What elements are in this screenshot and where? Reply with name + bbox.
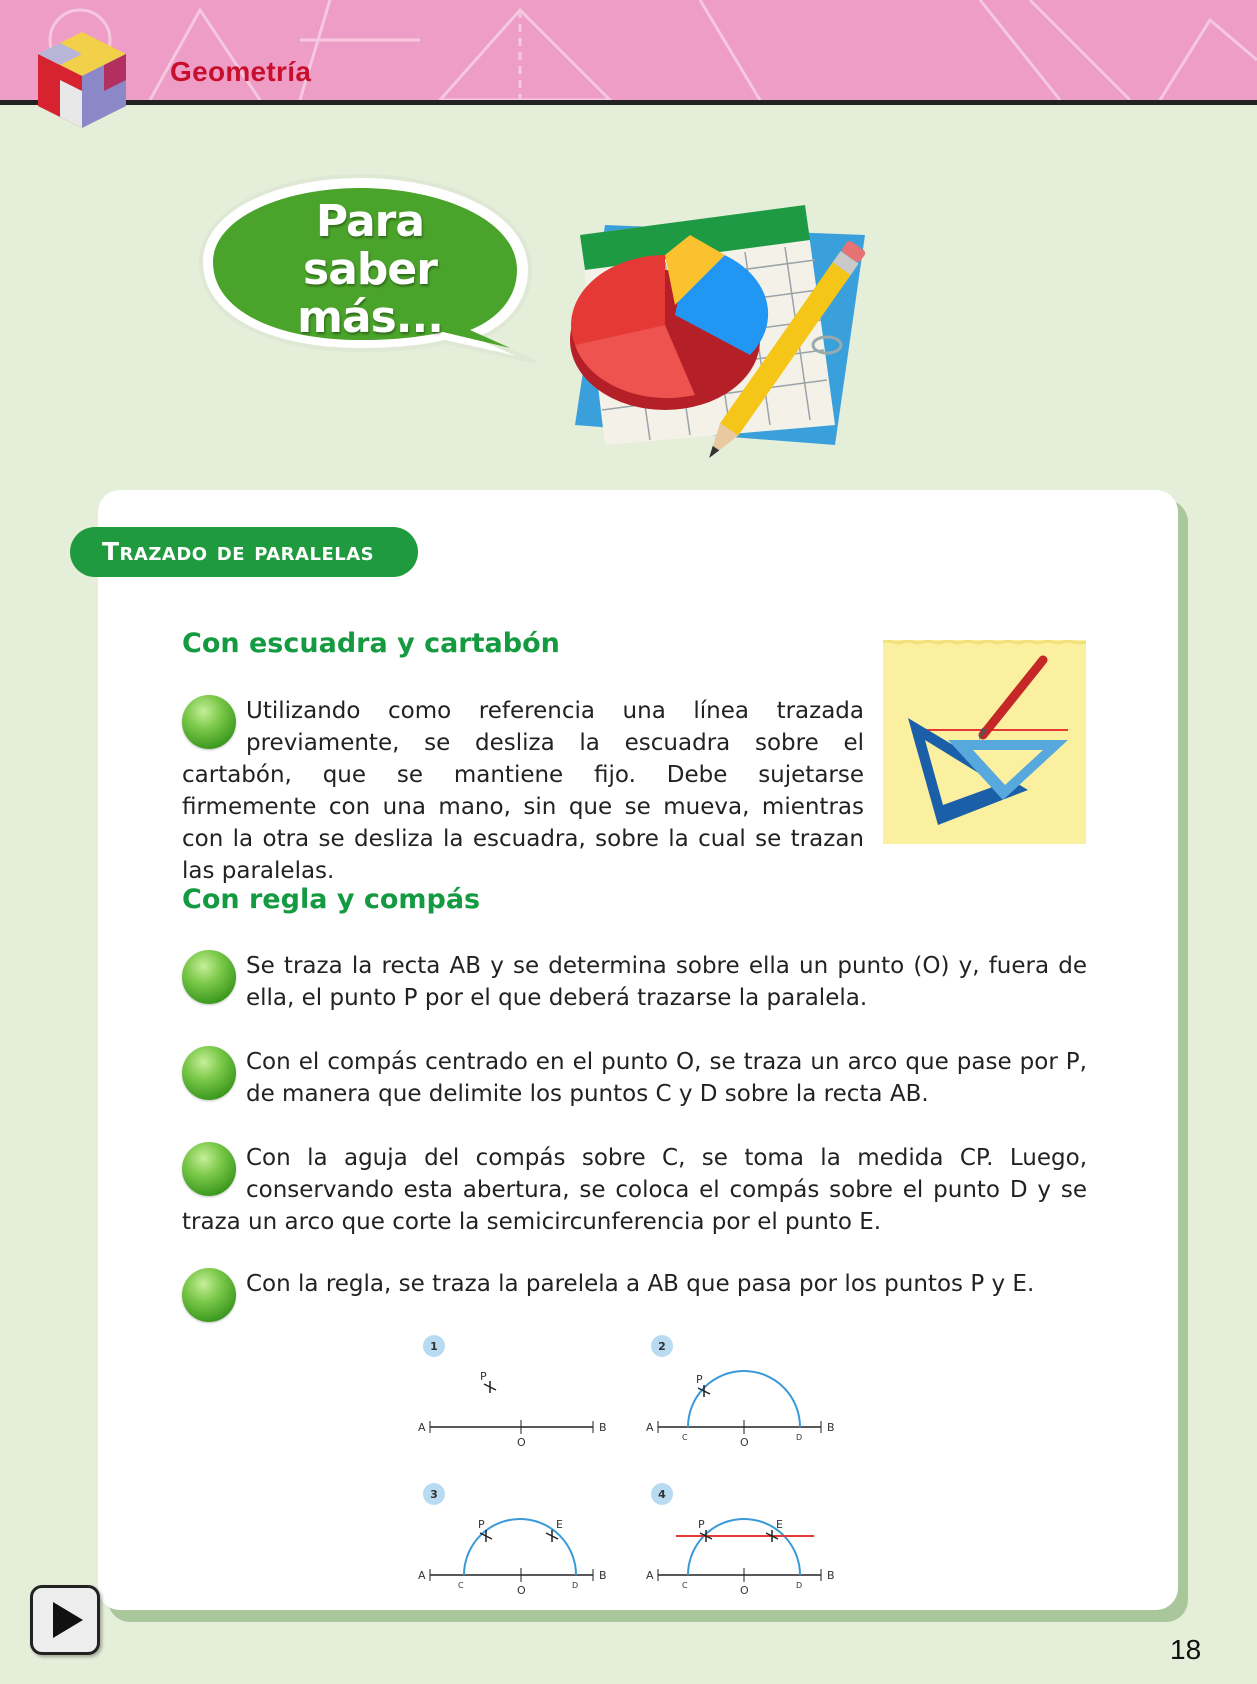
subsection-title-escuadra: Con escuadra y cartabón (182, 628, 560, 659)
play-icon (33, 1588, 97, 1652)
label-O: O (517, 1436, 526, 1449)
label-O: O (740, 1436, 749, 1449)
header-divider (0, 100, 1257, 105)
paragraph-text: Con la aguja del compás sobre C, se toma la medida CP. Luego, conservando esta abertura, se coloca el compás sobre el punto D y se traza un arco que corte la semicircunferencia por el punto E. (182, 1145, 1087, 1235)
label-A: A (646, 1421, 654, 1434)
set-square-illustration (883, 640, 1086, 844)
paragraph-escuadra (182, 695, 864, 887)
bullet-icon (182, 1046, 236, 1100)
bullet-icon (182, 950, 236, 1004)
label-P: P (478, 1518, 485, 1531)
bullet-icon (182, 1142, 236, 1196)
diagram-step-4 (646, 1483, 835, 1597)
bullet-icon (182, 1268, 236, 1322)
label-P: P (696, 1373, 703, 1386)
cube-logo-icon (30, 28, 134, 132)
label-B: B (599, 1569, 607, 1582)
play-button[interactable] (30, 1585, 100, 1655)
label-P: P (698, 1518, 705, 1531)
paragraph-text: Con la regla, se traza la parelela a AB que pasa por los puntos P y E. (246, 1271, 1035, 1297)
speech-bubble-text (225, 198, 515, 342)
pie-chart-pencil-illustration (565, 195, 875, 475)
paragraph-text: Con el compás centrado en el punto O, se traza un arco que pase por P, de manera que delimite los puntos C y D sobre la recta AB. (246, 1049, 1087, 1107)
page-number: 18 (1170, 1634, 1202, 1665)
step-number: 2 (658, 1340, 666, 1353)
label-A: A (646, 1569, 654, 1582)
label-A: A (418, 1421, 426, 1434)
label-B: B (827, 1421, 835, 1434)
label-D: D (796, 1581, 803, 1590)
label-C: C (458, 1581, 464, 1590)
label-D: D (572, 1581, 579, 1590)
page-header (0, 0, 1257, 102)
paragraph-text: Se traza la recta AB y se determina sobre ella un punto (O) y, fuera de ella, el punto P por el que deberá trazarse la paralela. (246, 953, 1087, 1011)
step-number: 1 (430, 1340, 438, 1353)
header-title: Geometría (170, 56, 312, 87)
bubble-line-1: Para (315, 196, 425, 247)
paragraph-text: Utilizando como referencia una línea trazada previamente, se desliza la escuadra sobre el cartabón, que se mantiene fijo. Debe sujetarse firmemente con una mano, sin que se mueva, mientras con la otra se desliza la escuadra, sobre la cual se trazan las paralelas. (182, 698, 864, 884)
bubble-line-2: saber más... (297, 244, 443, 343)
step-number: 4 (658, 1488, 666, 1501)
label-O: O (740, 1584, 749, 1597)
step-number: 3 (430, 1488, 438, 1501)
label-B: B (599, 1421, 607, 1434)
paragraph-regla-2 (182, 1046, 1087, 1110)
diagram-step-2 (646, 1335, 835, 1449)
label-E: E (556, 1518, 563, 1531)
label-P: P (480, 1370, 487, 1383)
label-E: E (776, 1518, 783, 1531)
diagram-step-3 (418, 1483, 607, 1597)
section-title: Trazado de paralelas (70, 527, 418, 577)
label-C: C (682, 1433, 688, 1442)
diagram-step-1 (418, 1335, 607, 1449)
paragraph-regla-3 (182, 1142, 1087, 1238)
paragraph-regla-4 (182, 1268, 1087, 1322)
label-D: D (796, 1433, 803, 1442)
label-B: B (827, 1569, 835, 1582)
parallel-construction-diagrams (418, 1330, 858, 1600)
paragraph-regla-1 (182, 950, 1087, 1014)
label-O: O (517, 1584, 526, 1597)
bullet-icon (182, 695, 236, 749)
label-C: C (682, 1581, 688, 1590)
label-A: A (418, 1569, 426, 1582)
subsection-title-regla: Con regla y compás (182, 884, 481, 915)
